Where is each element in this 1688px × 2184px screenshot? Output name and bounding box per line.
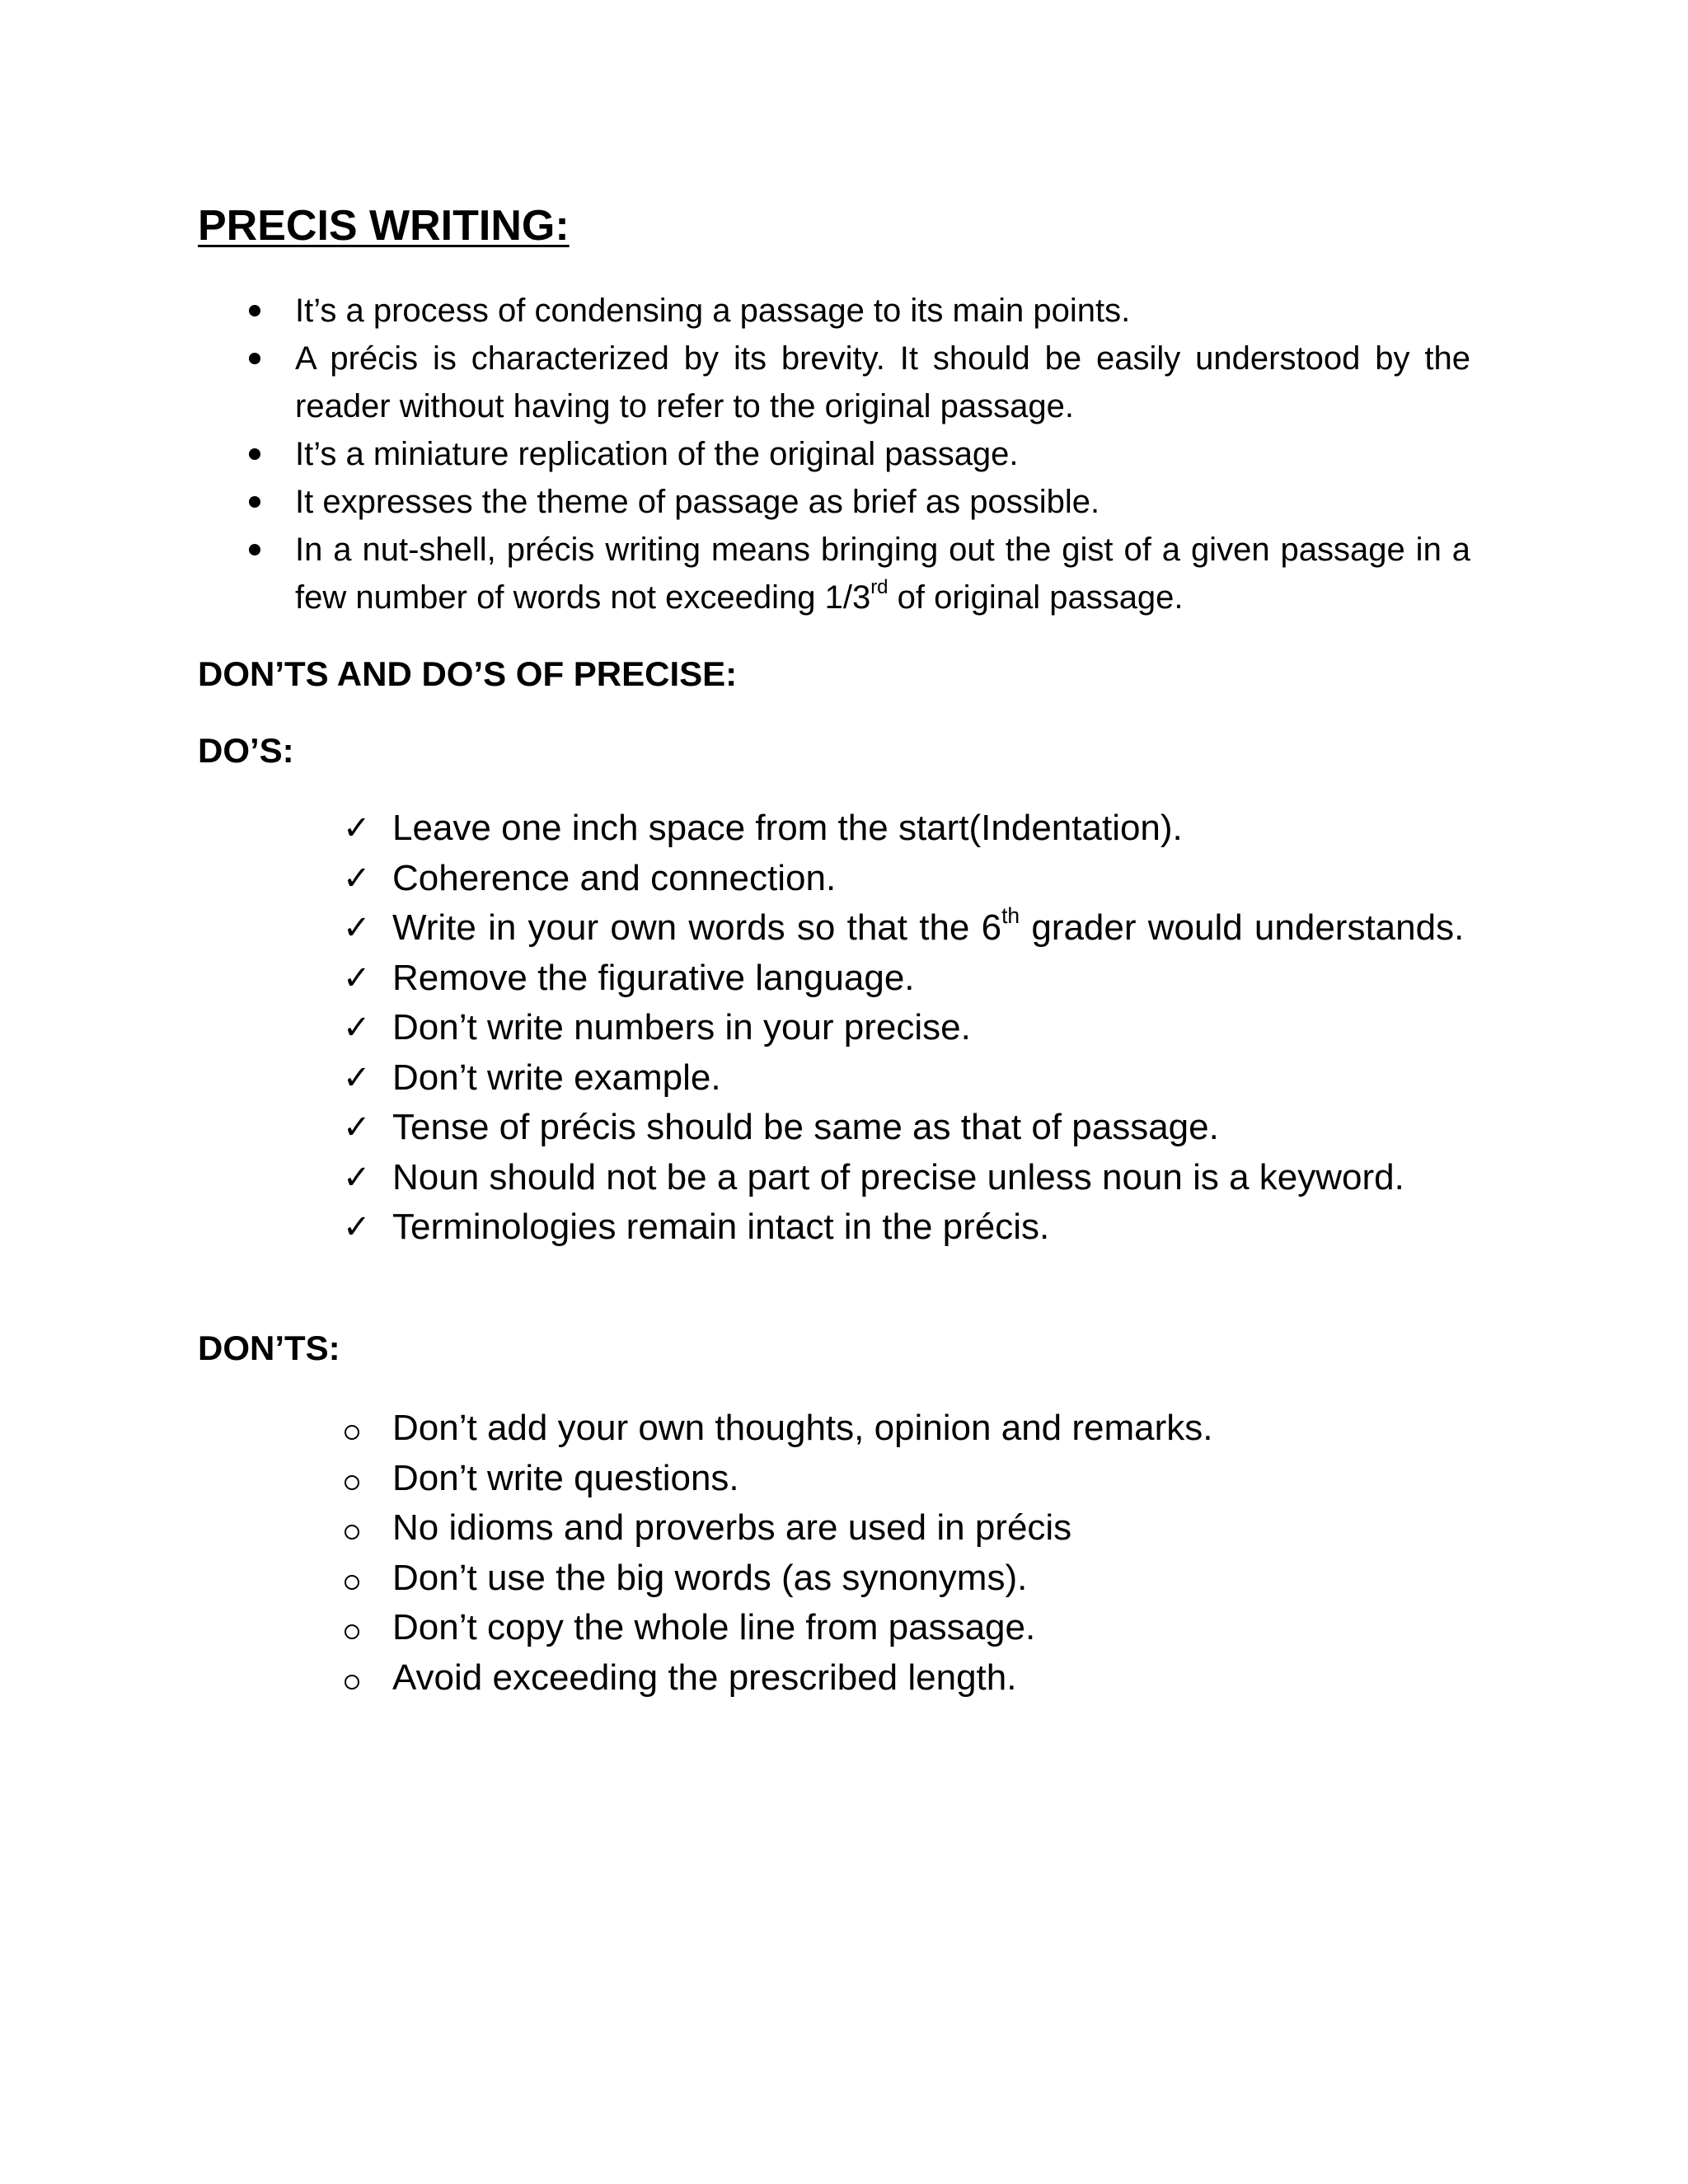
list-item-text: Terminologies remain intact in the précis. bbox=[392, 1207, 1050, 1247]
list-item bbox=[340, 854, 1470, 904]
list-item-text: Leave one inch space from the start(Indentation). bbox=[392, 808, 1183, 848]
list-item-text-part: In a nut-shell, précis writing means bringing out the gist of a given passage in a few number of words not exceeding 1/3 bbox=[295, 532, 1470, 616]
check-icon: ✓ bbox=[343, 1009, 371, 1047]
list-item-text: No idioms and proverbs are used in précis bbox=[392, 1507, 1072, 1548]
list-item-text: Coherence and connection. bbox=[392, 857, 837, 898]
circle-bullet-icon bbox=[345, 1675, 359, 1690]
list-item-text-part: of original passage. bbox=[888, 579, 1184, 616]
dos-checklist bbox=[340, 804, 1470, 1253]
superscript: rd bbox=[870, 576, 889, 599]
list-item-text: Don’t write questions. bbox=[392, 1457, 739, 1498]
check-icon: ✓ bbox=[343, 958, 371, 997]
list-item-text: Tense of précis should be same as that of passage. bbox=[392, 1107, 1219, 1147]
page-title: PRECIS WRITING: bbox=[198, 202, 570, 250]
check-icon: ✓ bbox=[343, 809, 371, 847]
list-item bbox=[340, 1003, 1470, 1053]
list-item-text: Don’t write example. bbox=[392, 1057, 721, 1098]
donts-list bbox=[340, 1404, 1470, 1703]
list-item-text: It’s a process of condensing a passage to its main points. bbox=[295, 293, 1131, 329]
bullet-dot-icon bbox=[249, 448, 260, 460]
check-icon: ✓ bbox=[343, 909, 371, 947]
list-item bbox=[340, 1454, 1470, 1504]
list-item bbox=[340, 1503, 1470, 1554]
check-icon: ✓ bbox=[343, 1058, 371, 1097]
bullet-dot-icon bbox=[249, 496, 260, 508]
bullet-dot-icon bbox=[249, 305, 260, 316]
list-item-text bbox=[295, 526, 1470, 621]
list-item bbox=[340, 1603, 1470, 1653]
bullet-dot-icon bbox=[249, 353, 260, 364]
list-item bbox=[198, 335, 1470, 430]
list-item bbox=[340, 903, 1470, 954]
list-item bbox=[340, 1103, 1470, 1153]
check-icon: ✓ bbox=[343, 1108, 371, 1146]
list-item bbox=[340, 804, 1470, 854]
list-item-text: It’s a miniature replication of the original passage. bbox=[295, 436, 1019, 472]
list-item bbox=[198, 287, 1470, 335]
circle-bullet-icon bbox=[345, 1475, 359, 1490]
list-item-text-part: grader would understands. bbox=[1020, 907, 1465, 948]
circle-bullet-icon bbox=[345, 1425, 359, 1440]
list-item-text: A précis is characterized by its brevity. It should be easily understood by the reader without having to refer to the original passage. bbox=[295, 340, 1470, 424]
section-heading-dos: DO’S: bbox=[198, 731, 294, 770]
circle-bullet-icon bbox=[345, 1575, 359, 1590]
list-item bbox=[340, 1653, 1470, 1704]
check-icon: ✓ bbox=[343, 859, 371, 898]
list-item bbox=[340, 954, 1470, 1004]
list-item bbox=[340, 1053, 1470, 1104]
circle-bullet-icon bbox=[345, 1624, 359, 1639]
list-item bbox=[340, 1202, 1470, 1253]
list-item-text: Don’t write numbers in your precise. bbox=[392, 1007, 971, 1047]
list-item-text bbox=[392, 903, 1470, 954]
bullet-dot-icon bbox=[249, 544, 260, 555]
circle-bullet-icon bbox=[345, 1525, 359, 1540]
list-item-text: Don’t copy the whole line from passage. bbox=[392, 1607, 1036, 1647]
list-item bbox=[340, 1153, 1470, 1203]
intro-bullet-list bbox=[198, 287, 1470, 621]
list-item-text: It expresses the theme of passage as brief as possible. bbox=[295, 484, 1100, 520]
list-item bbox=[198, 478, 1470, 526]
section-heading-donts-and-dos: DON’TS AND DO’S OF PRECISE: bbox=[198, 654, 738, 693]
list-item bbox=[340, 1404, 1470, 1454]
check-icon: ✓ bbox=[343, 1208, 371, 1246]
check-icon: ✓ bbox=[343, 1158, 371, 1197]
list-item-text: Don’t use the big words (as synonyms). bbox=[392, 1557, 1028, 1598]
superscript: th bbox=[1001, 903, 1020, 929]
section-heading-donts: DON’TS: bbox=[198, 1329, 340, 1367]
list-item-text: Avoid exceeding the prescribed length. bbox=[392, 1657, 1017, 1698]
list-item-text: Noun should not be a part of precise unless noun is a keyword. bbox=[392, 1156, 1404, 1197]
list-item bbox=[198, 430, 1470, 478]
list-item-text-part: Write in your own words so that the 6 bbox=[392, 907, 1002, 948]
list-item bbox=[340, 1554, 1470, 1604]
list-item-text: Remove the figurative language. bbox=[392, 957, 915, 998]
list-item bbox=[198, 526, 1470, 621]
list-item-text: Don’t add your own thoughts, opinion and remarks. bbox=[392, 1408, 1213, 1448]
